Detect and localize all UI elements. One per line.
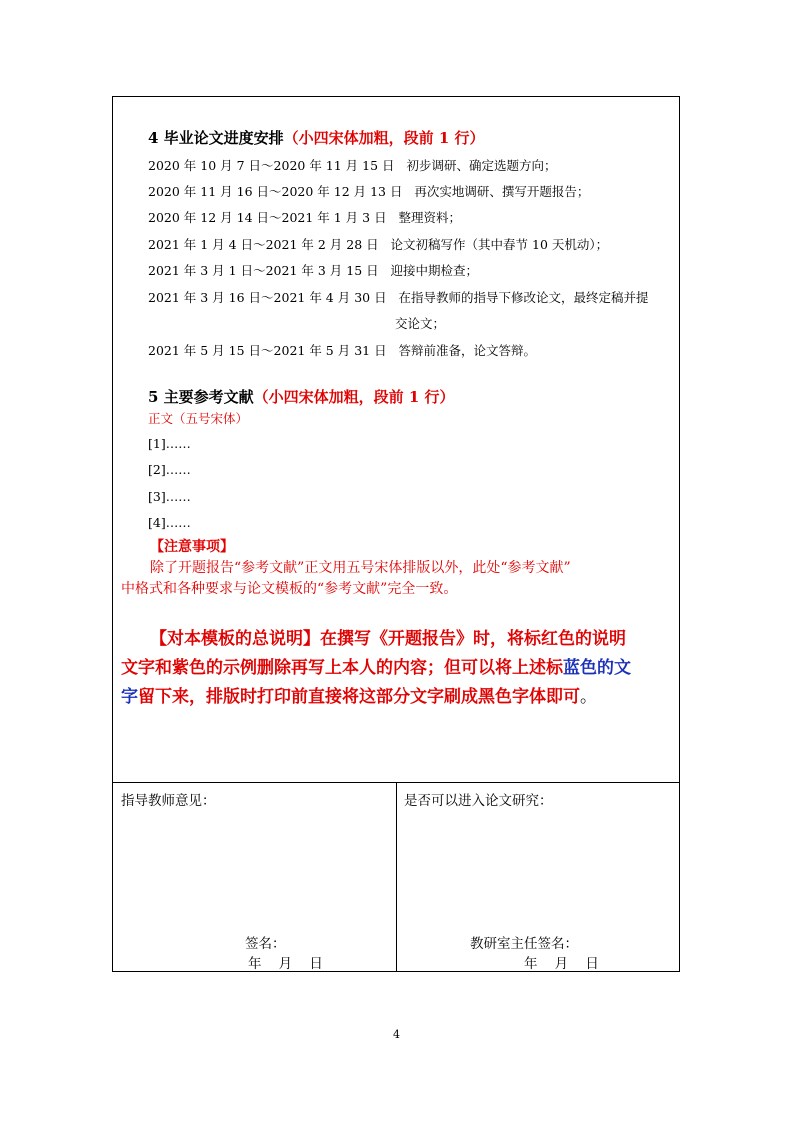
notice-line1: 除了开题报告“参考文献”正文用五号宋体排版以外，此处“参考文献” [150,560,571,576]
schedule-row [148,341,536,359]
template-note-line1: 【对本模板的总说明】在撰写《开题报告》时，将标红色的说明 [150,629,626,649]
section4-heading [148,127,485,148]
section5-title: 5 主要参考文献 [148,388,254,406]
research-approval-label: 是否可以进入论文研究： [404,793,553,809]
template-note-line3-blue: 字 [121,687,138,707]
office-director-signature-label: 教研室主任签名： [470,936,578,952]
template-note-line3-red: 留下来，排版时打印前直接将这部分文字刷成黑色字体即可 [138,687,580,707]
schedule-period: 2020 年 12 月 14 日～2021 年 1 月 3 日 [148,210,387,225]
template-note-line3 [121,682,597,707]
section5-format-note: （小四宋体加粗，段前 1 行） [253,388,455,406]
template-note-line2-blue: 蓝色的文 [563,658,631,678]
reference-item: [4]…… [148,515,191,530]
page-number: 4 [393,1028,400,1041]
schedule-task: 初步调研、确定选题方向； [406,158,557,173]
reference-item: [2]…… [148,462,191,477]
form-table [112,96,680,972]
schedule-task: 迎接中期检查； [390,263,479,278]
section4-title: 4 毕业论文进度安排 [148,129,284,147]
schedule-period: 2021 年 3 月 1 日～2021 年 3 月 15 日 [148,263,379,278]
schedule-row [148,156,556,174]
schedule-task-continuation: 交论文； [395,316,446,331]
schedule-task: 再次实地调研、撰写开题报告； [414,184,590,199]
schedule-row [148,261,478,279]
schedule-task: 在指导教师的指导下修改论文，最终定稿并提 [398,290,649,305]
schedule-period: 2020 年 10 月 7 日～2020 年 11 月 15 日 [148,158,395,173]
notice-title: 【注意事项】 [150,539,234,555]
reference-item: [3]…… [148,489,191,504]
advisor-date-label: 年 月 日 [248,956,323,972]
template-note-line3-end: 。 [580,687,597,707]
office-date-label: 年 月 日 [524,956,599,972]
template-note-line2-red: 文字和紫色的示例删除再写上本人的内容；但可以将上述标 [121,658,563,678]
advisor-opinion-label: 指导教师意见： [121,793,216,809]
schedule-row [148,288,649,306]
schedule-task: 整理资料； [398,210,462,225]
reference-item: [1]…… [148,436,191,451]
schedule-row [148,208,461,226]
template-note-line2 [121,653,631,678]
schedule-period: 2021 年 1 月 4 日～2021 年 2 月 28 日 [148,237,379,252]
section4-format-note: （小四宋体加粗，段前 1 行） [283,129,485,147]
section5-heading [148,386,455,407]
schedule-row [148,235,608,253]
schedule-row [148,182,589,200]
schedule-task: 答辩前准备，论文答辩。 [398,343,537,358]
schedule-period: 2021 年 3 月 16 日～2021 年 4 月 30 日 [148,290,387,305]
advisor-signature-label: 签名： [245,936,286,952]
table-divider-vertical [396,782,397,971]
notice-line2: 中格式和各种要求与论文模板的“参考文献”完全一致。 [121,581,458,597]
schedule-task: 论文初稿写作（其中春节 10 天机动）； [390,237,609,252]
section5-body-note: 正文（五号宋体） [148,411,249,426]
schedule-period: 2020 年 11 月 16 日～2020 年 12 月 13 日 [148,184,403,199]
schedule-period: 2021 年 5 月 15 日～2021 年 5 月 31 日 [148,343,387,358]
